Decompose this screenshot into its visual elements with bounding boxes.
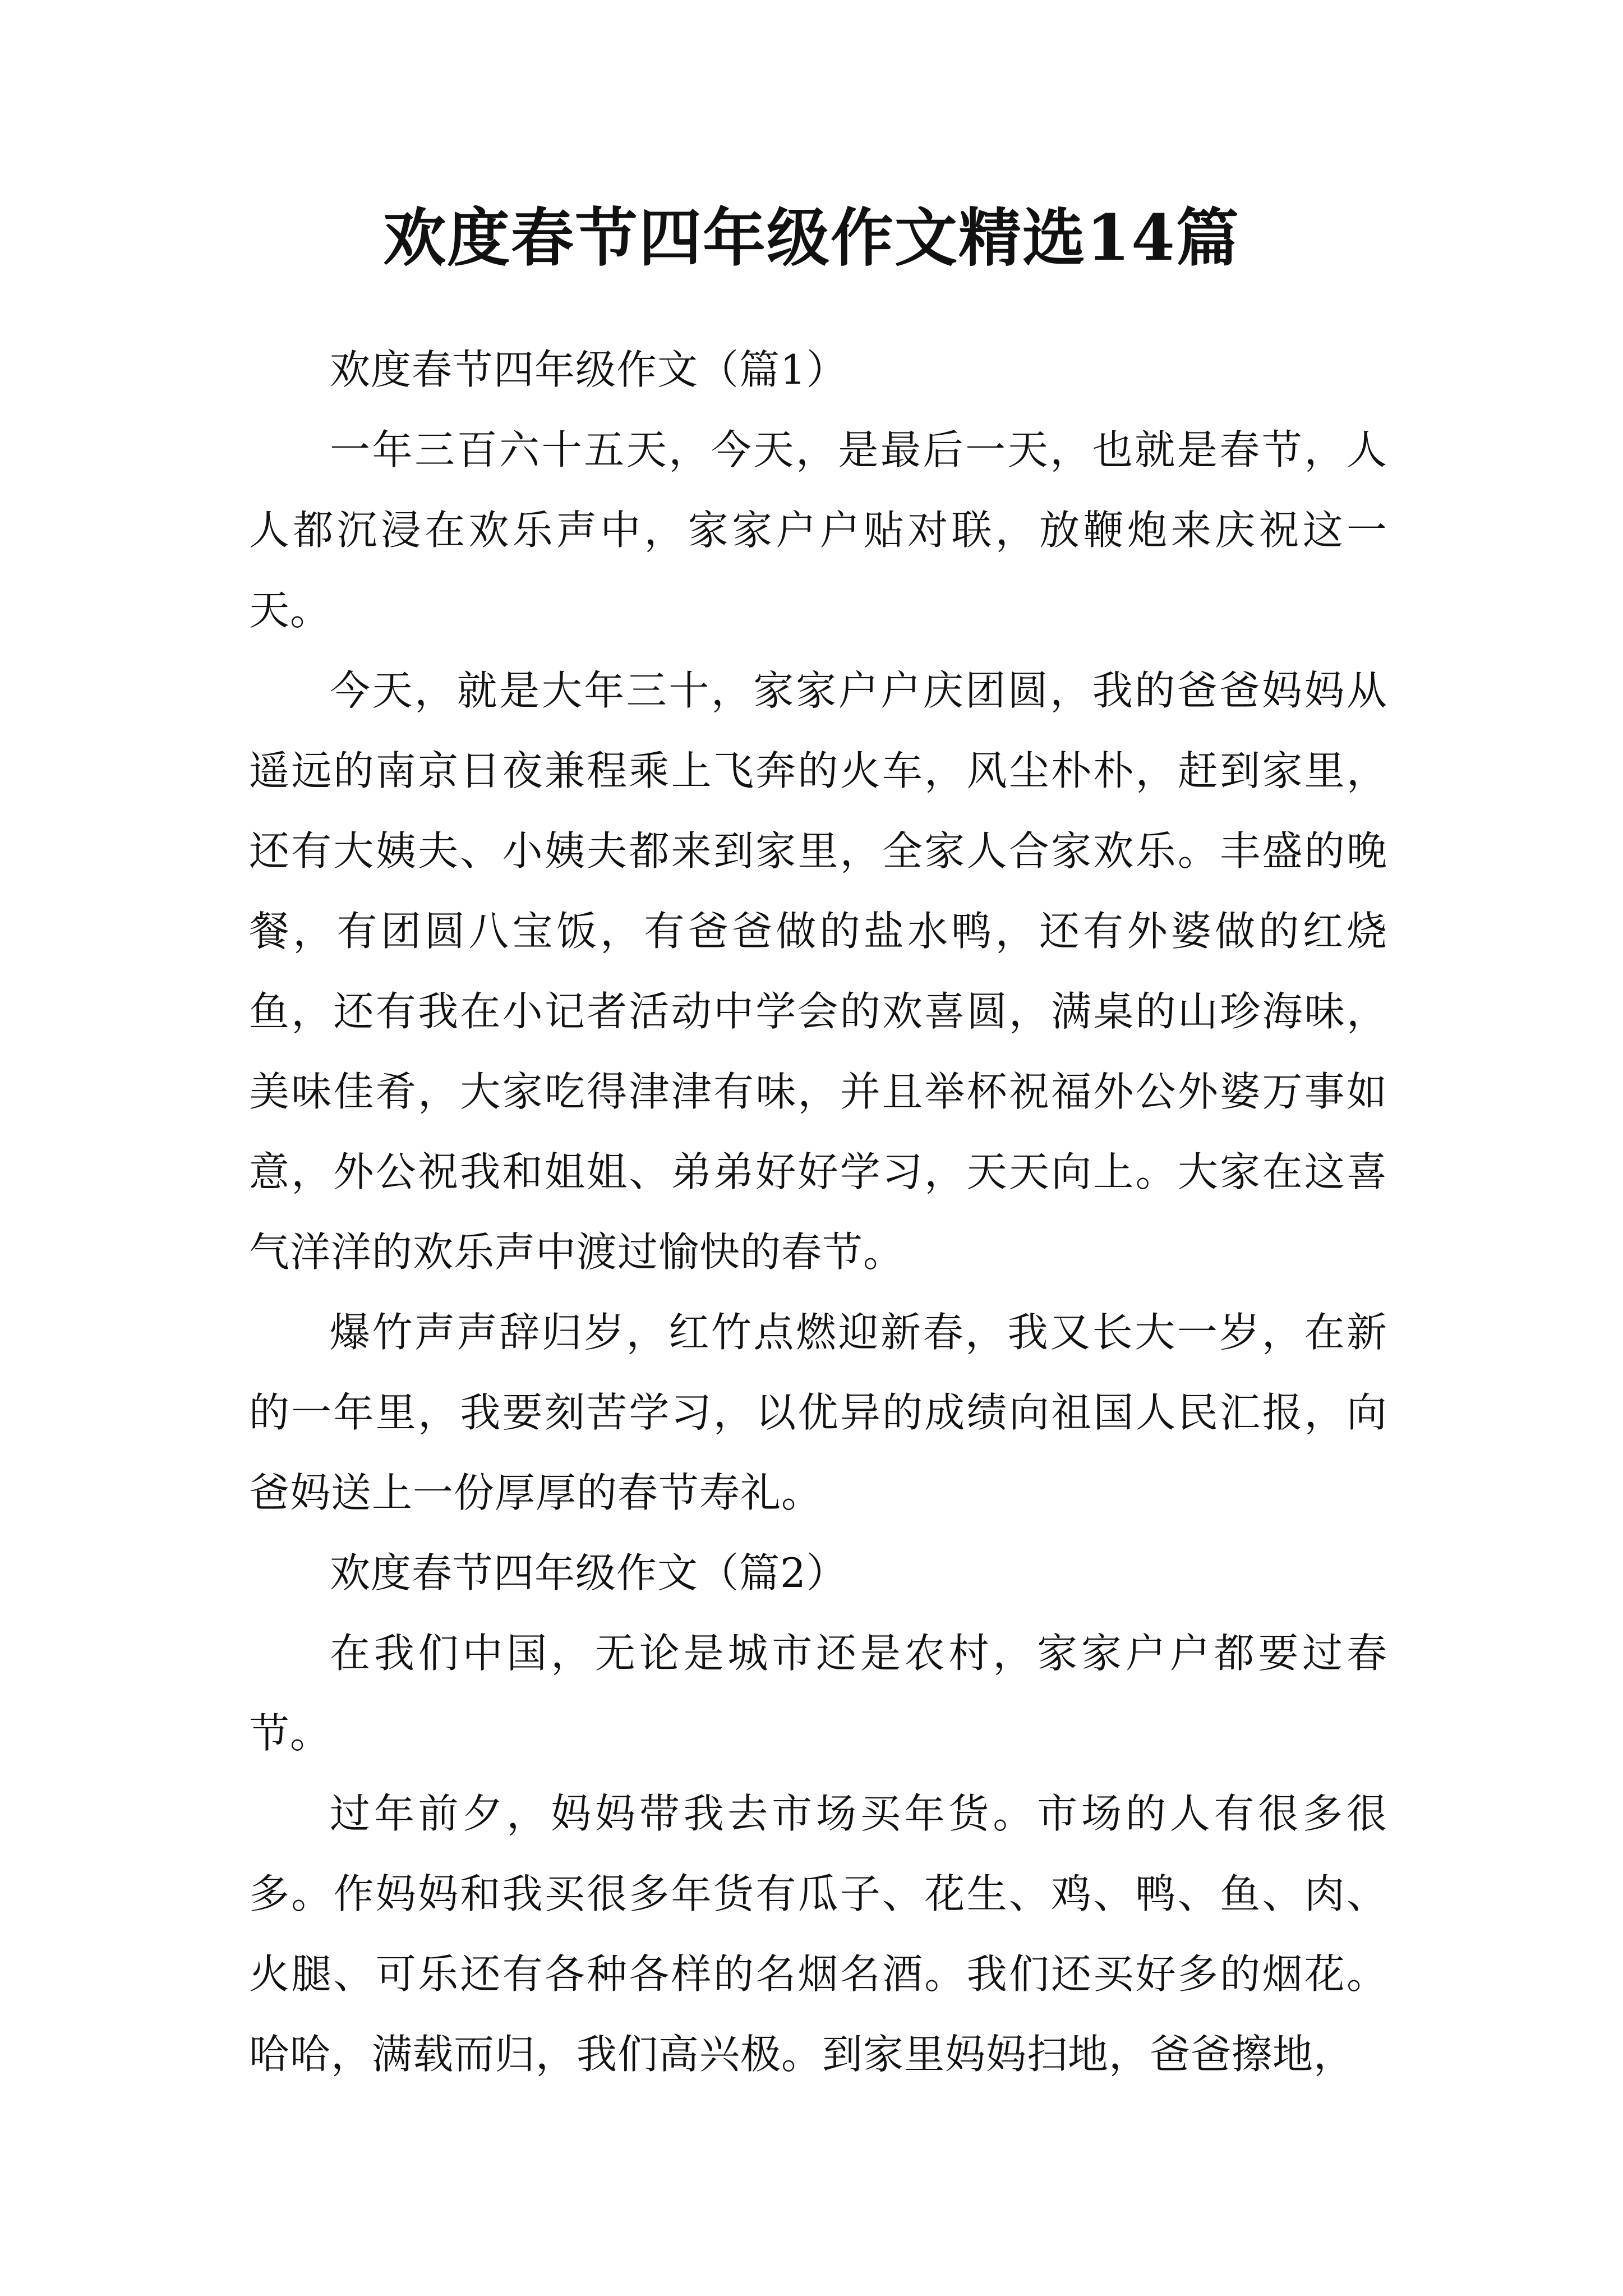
document-body	[249, 330, 1387, 2095]
section-heading: 欢度春节四年级作文（篇1）	[330, 346, 847, 393]
essay-section-2	[249, 1533, 1387, 2095]
paragraph: 过年前夕，妈妈带我去市场买年货。市场的人有很多很多。作妈妈和我买很多年货有瓜子、花生、鸡、鸭、鱼、肉、火腿、可乐还有各种各样的名烟名酒。我们还买好多的烟花。哈哈，满载而归，我们高兴极。到家里妈妈扫地，爸爸擦地，	[249, 1790, 1387, 2078]
paragraph: 今天，就是大年三十，家家户户庆团圆，我的爸爸妈妈从遥远的南京日夜兼程乘上飞奔的火车，风尘朴朴，赶到家里，还有大姨夫、小姨夫都来到家里，全家人合家欢乐。丰盛的晚餐，有团圆八宝饭，有爸爸做的盐水鸭，还有外婆做的红烧鱼，还有我在小记者活动中学会的欢喜圆，满桌的山珍海味，美味佳肴，大家吃得津津有味，并且举杯祝福外公外婆万事如意，外公祝我和姐姐、弟弟好好学习，天天向上。大家在这喜气洋洋的欢乐声中渡过愉快的春节。	[249, 667, 1387, 1276]
paragraph: 在我们中国，无论是城市还是农村，家家户户都要过春节。	[249, 1630, 1387, 1757]
section-heading: 欢度春节四年级作文（篇2）	[330, 1549, 847, 1596]
essay-section-1	[249, 330, 1387, 1533]
document-title: 欢度春节四年级作文精选14篇	[383, 201, 1240, 275]
paragraph: 一年三百六十五天，今天，是最后一天，也就是春节，人人都沉浸在欢乐声中，家家户户贴对联，放鞭炮来庆祝这一天。	[249, 426, 1387, 634]
paragraph: 爆竹声声辞归岁，红竹点燃迎新春，我又长大一岁，在新的一年里，我要刻苦学习，以优异的成绩向祖国人民汇报，向爸妈送上一份厚厚的春节寿礼。	[249, 1309, 1387, 1516]
